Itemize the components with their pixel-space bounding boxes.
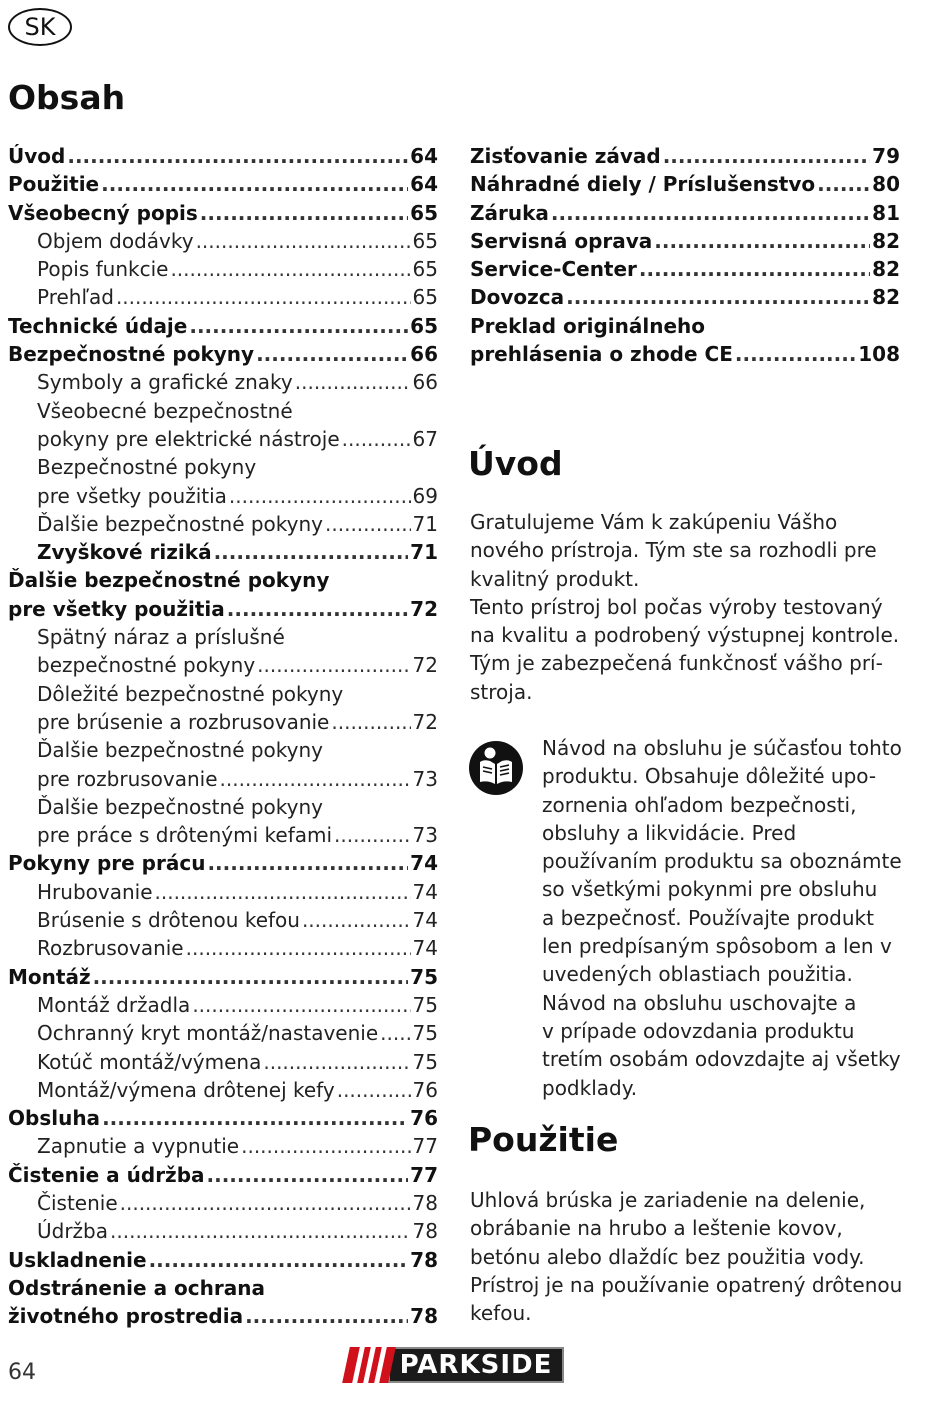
toc-entry-page: 78 (412, 1219, 438, 1244)
text-line: v prípade odovzdania produktu (542, 1018, 855, 1043)
text-line: na kvalitu a podrobený výstupnej kontrole. (470, 623, 900, 648)
toc-entry[interactable] (8, 821, 438, 849)
toc-leader-dots (663, 142, 870, 170)
text-line: obrábanie na hrubo a leštenie kovov, (470, 1216, 843, 1241)
toc-entry-page: 72 (412, 709, 438, 734)
toc-entry[interactable] (8, 1132, 438, 1160)
toc-leader-dots (110, 1217, 411, 1245)
toc-entry-label: Čistenie (37, 1190, 118, 1215)
toc-leader-dots (102, 1104, 408, 1132)
toc-entry-page: 73 (412, 766, 438, 791)
text-line: Tento prístroj bol počas výroby testovaný (470, 594, 883, 619)
toc-entry-page: 82 (872, 257, 900, 282)
toc-leader-dots (302, 906, 411, 934)
read-manual-icon (468, 740, 524, 796)
toc-entry-page: 74 (412, 908, 438, 933)
toc-entry[interactable] (8, 1048, 438, 1076)
toc-entry-label: Montáž (8, 964, 91, 989)
text-line: tretím osobám odovzdajte aj všetky (542, 1047, 901, 1072)
toc-entry[interactable] (8, 736, 438, 764)
toc-entry-label: Zvyškové riziká (37, 540, 212, 565)
toc-entry-page: 69 (412, 483, 438, 508)
toc-entry-page: 80 (872, 172, 900, 197)
toc-entry-label: Úvod (8, 144, 66, 168)
toc-entry-label: Všeobecný popis (8, 200, 198, 225)
toc-entry-page: 67 (412, 426, 438, 451)
usage-heading: Použitie (468, 1120, 619, 1159)
toc-entry-label: pre všetky použitia (8, 596, 225, 621)
toc-entry-label: Servisná oprava (470, 228, 653, 253)
text-line: so všetkými pokynmi pre obsluhu (542, 877, 878, 902)
text-line: produktu. Obsahuje dôležité upo- (542, 764, 877, 789)
toc-entry-page: 81 (872, 200, 900, 225)
toc-entry-label: Preklad originálneho (470, 313, 706, 338)
toc-entry-label: Prehľad (37, 285, 114, 310)
toc-leader-dots (214, 538, 409, 566)
toc-entry-page: 66 (412, 370, 438, 395)
text-line: Gratulujeme Vám k zakúpeniu Vášho (470, 510, 838, 534)
toc-entry[interactable] (8, 934, 438, 962)
text-line: zornenia ohľadom bezpečnosti, (542, 792, 857, 817)
toc-entry[interactable] (8, 482, 438, 510)
toc-entry-page: 77 (412, 1134, 438, 1159)
toc-entry[interactable] (8, 1246, 438, 1274)
toc-entry[interactable] (8, 227, 438, 255)
toc-leader-dots (654, 227, 870, 255)
language-badge: SK (8, 8, 72, 46)
toc-entry-label: Všeobecné bezpečnostné (37, 398, 293, 423)
toc-entry-label: Ďalšie bezpečnostné pokyny (8, 568, 330, 593)
text-line: Prístroj je na používanie opatrený drôtenou (470, 1272, 903, 1297)
toc-entry-page: 71 (412, 511, 438, 536)
page-number: 64 (8, 1360, 36, 1385)
toc-entry[interactable] (8, 1302, 438, 1330)
toc-entry-page: 64 (410, 172, 438, 197)
toc-leader-dots (229, 482, 411, 510)
toc-entry-label: Uskladnenie (8, 1247, 147, 1272)
toc-entry-page: 73 (412, 823, 438, 848)
toc-entry-page: 66 (410, 342, 438, 367)
toc-entry-label: Náhradné diely / Príslušenstvo (470, 172, 816, 197)
logo-stripes (342, 1347, 396, 1383)
toc-entry-label: pre brúsenie a rozbrusovanie (37, 709, 330, 734)
toc-entry[interactable] (8, 849, 438, 877)
usage-paragraph (470, 1186, 902, 1327)
toc-leader-dots (331, 708, 410, 736)
toc-entry-page: 74 (410, 851, 438, 876)
toc-entry[interactable] (8, 1274, 438, 1302)
toc-entry-page: 75 (410, 964, 438, 989)
toc-leader-dots (189, 312, 408, 340)
toc-entry-label: Bezpečnostné pokyny (8, 342, 255, 367)
toc-entry-page: 65 (410, 313, 438, 338)
toc-leader-dots (101, 170, 408, 198)
text-line: používaním produktu sa oboznámte (542, 849, 902, 874)
toc-entry-page: 72 (410, 596, 438, 621)
toc-leader-dots (207, 1161, 409, 1189)
toc-entry[interactable] (8, 963, 438, 991)
brand-wordmark: PARKSIDE (388, 1347, 564, 1383)
toc-entry-page: 75 (412, 992, 438, 1017)
toc-entry[interactable] (8, 1076, 438, 1104)
toc-entry-label: Dôležité bezpečnostné pokyny (37, 681, 344, 706)
toc-entry-label: Technické údaje (8, 313, 188, 338)
toc-leader-dots (196, 227, 411, 255)
text-line: obsluhy a likvidácie. Pred (542, 820, 797, 845)
toc-leader-dots (93, 963, 409, 991)
toc-entry-page: 65 (412, 257, 438, 282)
toc-leader-dots (192, 991, 410, 1019)
toc-entry[interactable] (470, 283, 900, 311)
toc-entry[interactable] (8, 708, 438, 736)
text-line: nového prístroja. Tým ste sa rozhodli pre (470, 538, 877, 563)
toc-entry-label: Rozbrusovanie (37, 936, 184, 961)
text-line: Návod na obsluhu je súčasťou tohto (542, 736, 902, 760)
text-line: len predpísaným spôsobom a len v (542, 934, 892, 959)
toc-entry-page: 74 (412, 936, 438, 961)
toc-entry-label: Service-Center (470, 257, 637, 282)
toc-entry-label: životného prostredia (8, 1304, 244, 1329)
toc-entry[interactable] (8, 878, 438, 906)
toc-entry-label: Ďalšie bezpečnostné pokyny (37, 794, 324, 819)
toc-entry-page: 75 (412, 1049, 438, 1074)
toc-leader-dots (116, 283, 411, 311)
text-line: podklady. (542, 1075, 638, 1100)
toc-entry-label: pre všetky použitia (37, 483, 227, 508)
toc-entry-page: 108 (858, 342, 900, 367)
toc-leader-dots (241, 1132, 410, 1160)
toc-entry[interactable] (8, 199, 438, 227)
toc-entry-page: 78 (410, 1247, 438, 1272)
toc-entry-label: Zisťovanie závad (470, 144, 661, 168)
toc-entry-label: Bezpečnostné pokyny (37, 455, 257, 480)
toc-leader-dots (566, 283, 870, 311)
toc-leader-dots (551, 199, 870, 227)
toc-leader-dots (207, 849, 408, 877)
toc-entry[interactable] (8, 425, 438, 453)
toc-entry-label: Dovozca (470, 285, 565, 310)
toc-entry[interactable] (8, 538, 438, 566)
toc-entry[interactable] (470, 170, 900, 198)
toc-entry[interactable] (8, 1161, 438, 1189)
toc-entry-label: Čistenie a údržba (8, 1162, 205, 1187)
toc-entry-label: Zapnutie a vypnutie (37, 1134, 240, 1159)
toc-entry-label: Ochranný kryt montáž/nastavenie (37, 1021, 379, 1046)
toc-leader-dots (325, 510, 411, 538)
toc-leader-dots (342, 425, 411, 453)
manual-notice-paragraph (542, 734, 902, 1102)
toc-entry-label: pre práce s drôtenými kefami (37, 823, 333, 848)
toc-leader-dots (186, 934, 411, 962)
toc-entry-label: Ďalšie bezpečnostné pokyny (37, 511, 324, 536)
toc-entry[interactable] (8, 397, 438, 425)
toc-entry-label: Spätný náraz a príslušné (37, 625, 285, 650)
intro-heading: Úvod (468, 444, 563, 483)
text-line: kefou. (470, 1301, 532, 1326)
toc-entry[interactable] (8, 651, 438, 679)
toc-entry-page: 65 (410, 200, 438, 225)
toc-entry-page: 78 (412, 1190, 438, 1215)
toc-entry-label: Montáž držadla (37, 992, 191, 1017)
toc-entry-page: 74 (412, 879, 438, 904)
toc-entry[interactable] (8, 255, 438, 283)
brand-logo (346, 1347, 564, 1383)
toc-entry-page: 65 (412, 228, 438, 253)
toc-entry-label: Brúsenie s drôtenou kefou (37, 908, 300, 933)
toc-leader-dots (257, 651, 410, 679)
toc-entry[interactable] (8, 510, 438, 538)
text-line: uvedených oblastiach použitia. (542, 962, 853, 987)
toc-leader-dots (380, 1019, 410, 1047)
toc-entry[interactable] (8, 793, 438, 821)
toc-leader-dots (334, 821, 411, 849)
toc-entry-label: Použitie (8, 172, 100, 197)
toc-entry-page: 79 (872, 144, 900, 168)
toc-entry-page: 78 (410, 1304, 438, 1329)
toc-leader-dots (67, 142, 408, 170)
toc-entry-label: Pokyny pre prácu (8, 851, 206, 876)
toc-entry[interactable] (470, 199, 900, 227)
toc-entry[interactable] (8, 906, 438, 934)
text-line: kvalitný produkt. (470, 566, 640, 591)
toc-entry-label: Obsluha (8, 1106, 101, 1131)
toc-entry[interactable] (8, 368, 438, 396)
toc-entry[interactable] (8, 680, 438, 708)
toc-leader-dots (263, 1048, 410, 1076)
toc-entry-page: 71 (410, 540, 438, 565)
toc-entry[interactable] (470, 142, 900, 170)
toc-entry-label: Ďalšie bezpečnostné pokyny (37, 738, 324, 763)
text-line: betónu alebo dlaždíc bez použitia vody. (470, 1244, 865, 1269)
toc-entry-page: 65 (412, 285, 438, 310)
toc-leader-dots (735, 340, 856, 368)
toc-entry-label: pokyny pre elektrické nástroje (37, 426, 340, 451)
toc-leader-dots (155, 878, 411, 906)
toc-leader-dots (256, 340, 408, 368)
toc-entry-page: 77 (410, 1162, 438, 1187)
text-line: stroja. (470, 679, 533, 704)
toc-entry-label: bezpečnostné pokyny (37, 653, 256, 678)
toc-entry[interactable] (8, 1019, 438, 1047)
toc-left-column (8, 142, 438, 1330)
text-line: Návod na obsluhu uschovajte a (542, 990, 857, 1015)
toc-entry-label: Popis funkcie (37, 257, 169, 282)
toc-entry[interactable] (470, 227, 900, 255)
toc-entry[interactable] (8, 142, 438, 170)
toc-entry-page: 75 (412, 1021, 438, 1046)
toc-entry[interactable] (8, 623, 438, 651)
text-line: a bezpečnosť. Používajte produkt (542, 905, 874, 930)
toc-entry[interactable] (8, 1104, 438, 1132)
toc-entry-page: 82 (872, 228, 900, 253)
toc-leader-dots (295, 368, 411, 396)
toc-right-column (470, 142, 900, 368)
toc-entry[interactable] (8, 170, 438, 198)
toc-entry[interactable] (8, 340, 438, 368)
toc-entry-page: 76 (410, 1106, 438, 1131)
toc-leader-dots (220, 765, 411, 793)
toc-entry-label: Hrubovanie (37, 879, 153, 904)
toc-entry-label: Záruka (470, 200, 549, 225)
toc-entry-label: prehlásenia o zhode CE (470, 342, 733, 367)
toc-entry-page: 72 (412, 653, 438, 678)
toc-entry-page: 64 (410, 144, 438, 168)
toc-entry[interactable] (8, 1217, 438, 1245)
toc-entry-label: Symboly a grafické znaky (37, 370, 293, 395)
text-line: Tým je zabezpečená funkčnosť vášho prí- (470, 651, 883, 676)
toc-entry[interactable] (8, 595, 438, 623)
toc-leader-dots (337, 1076, 411, 1104)
toc-leader-dots (227, 595, 408, 623)
toc-leader-dots (149, 1246, 409, 1274)
toc-entry[interactable] (8, 765, 438, 793)
toc-entry[interactable] (470, 255, 900, 283)
toc-entry[interactable] (8, 566, 438, 594)
intro-paragraph (470, 508, 899, 706)
toc-leader-dots (200, 199, 408, 227)
toc-entry-label: Údržba (37, 1219, 109, 1244)
toc-leader-dots (170, 255, 410, 283)
toc-leader-dots (639, 255, 870, 283)
toc-entry-label: Kotúč montáž/výmena (37, 1049, 262, 1074)
toc-entry[interactable] (8, 453, 438, 481)
toc-leader-dots (120, 1189, 411, 1217)
toc-entry[interactable] (8, 991, 438, 1019)
toc-entry[interactable] (470, 312, 900, 340)
toc-entry-label: Odstránenie a ochrana (8, 1275, 265, 1300)
toc-leader-dots (817, 170, 870, 198)
text-line: Uhlová brúska je zariadenie na delenie, (470, 1188, 866, 1212)
toc-entry[interactable] (470, 340, 900, 368)
toc-entry-label: Montáž/výmena drôtenej kefy (37, 1077, 335, 1102)
toc-entry-label: Objem dodávky (37, 228, 194, 253)
toc-entry[interactable] (8, 312, 438, 340)
toc-heading: Obsah (8, 78, 126, 117)
toc-entry-page: 76 (412, 1077, 438, 1102)
toc-leader-dots (245, 1302, 408, 1330)
toc-entry-page: 82 (872, 285, 900, 310)
toc-entry[interactable] (8, 283, 438, 311)
toc-entry[interactable] (8, 1189, 438, 1217)
toc-entry-label: pre rozbrusovanie (37, 766, 218, 791)
